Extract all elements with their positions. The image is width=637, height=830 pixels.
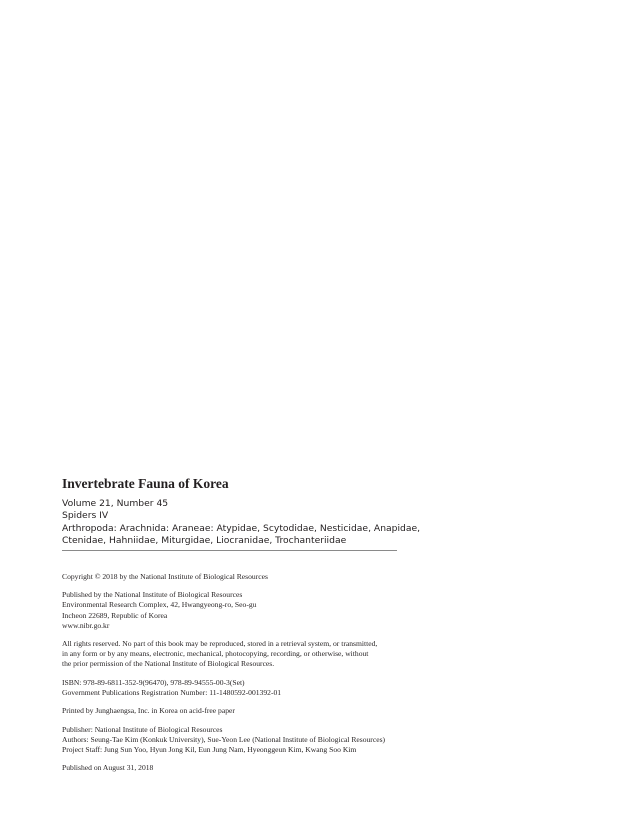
divider-rule <box>62 550 397 551</box>
authors-credit: Authors: Seung-Tae Kim (Konkuk University), Sue-Yeon Lee (National Institute of Biological Resources) <box>62 734 386 744</box>
book-subtitle: Spiders IV <box>62 510 109 522</box>
rights-line: in any form or by any means, electronic, mechanical, photocopying, recording, or otherwise, without <box>62 649 369 659</box>
series-info <box>62 498 421 548</box>
rights-line: the prior permission of the National Institute of Biological Resources. <box>62 659 275 669</box>
rights-line: All rights reserved. No part of this book may be reproduced, stored in a retrieval system, or transmitted, <box>62 639 378 649</box>
credits <box>62 725 422 755</box>
registration-line: Government Publications Registration Number: 11-1480592-001392-01 <box>62 687 282 697</box>
isbn-info <box>62 678 422 698</box>
copyright-notice: Copyright © 2018 by the National Institute of Biological Resources <box>62 572 268 581</box>
isbn-line: ISBN: 978-89-6811-352-9(96470), 978-89-94555-00-3(Set) <box>62 677 245 687</box>
printer-note: Printed by Junghaengsa, Inc. in Korea on acid-free paper <box>62 706 235 716</box>
publisher-line: Published by the National Institute of Biological Resources <box>62 590 243 600</box>
publisher-address <box>62 590 422 630</box>
taxonomy-line-1: Arthropoda: Arachnida: Araneae: Atypidae, Scytodidae, Nesticidae, Anapidae, <box>62 522 421 534</box>
taxonomy-line-2: Ctenidae, Hahniidae, Miturgidae, Liocranidae, Trochanteriidae <box>62 535 347 547</box>
series-header <box>62 476 421 548</box>
volume-number: Volume 21, Number 45 <box>62 498 169 509</box>
address-line: Environmental Research Complex, 42, Hwangyeong-ro, Seo-gu <box>62 600 257 610</box>
website-line: www.nibr.go.kr <box>62 620 110 630</box>
series-title: Invertebrate Fauna of Korea <box>62 476 229 491</box>
imprint-block <box>62 572 422 781</box>
publisher-credit: Publisher: National Institute of Biological Resources <box>62 724 223 734</box>
publication-date: Published on August 31, 2018 <box>62 763 154 773</box>
city-line: Incheon 22689, Republic of Korea <box>62 610 168 620</box>
staff-credit: Project Staff: Jung Sun Yoo, Hyun Jong Kil, Eun Jung Nam, Hyeonggeun Kim, Kwang Soo Kim <box>62 744 357 754</box>
rights-statement <box>62 639 422 669</box>
